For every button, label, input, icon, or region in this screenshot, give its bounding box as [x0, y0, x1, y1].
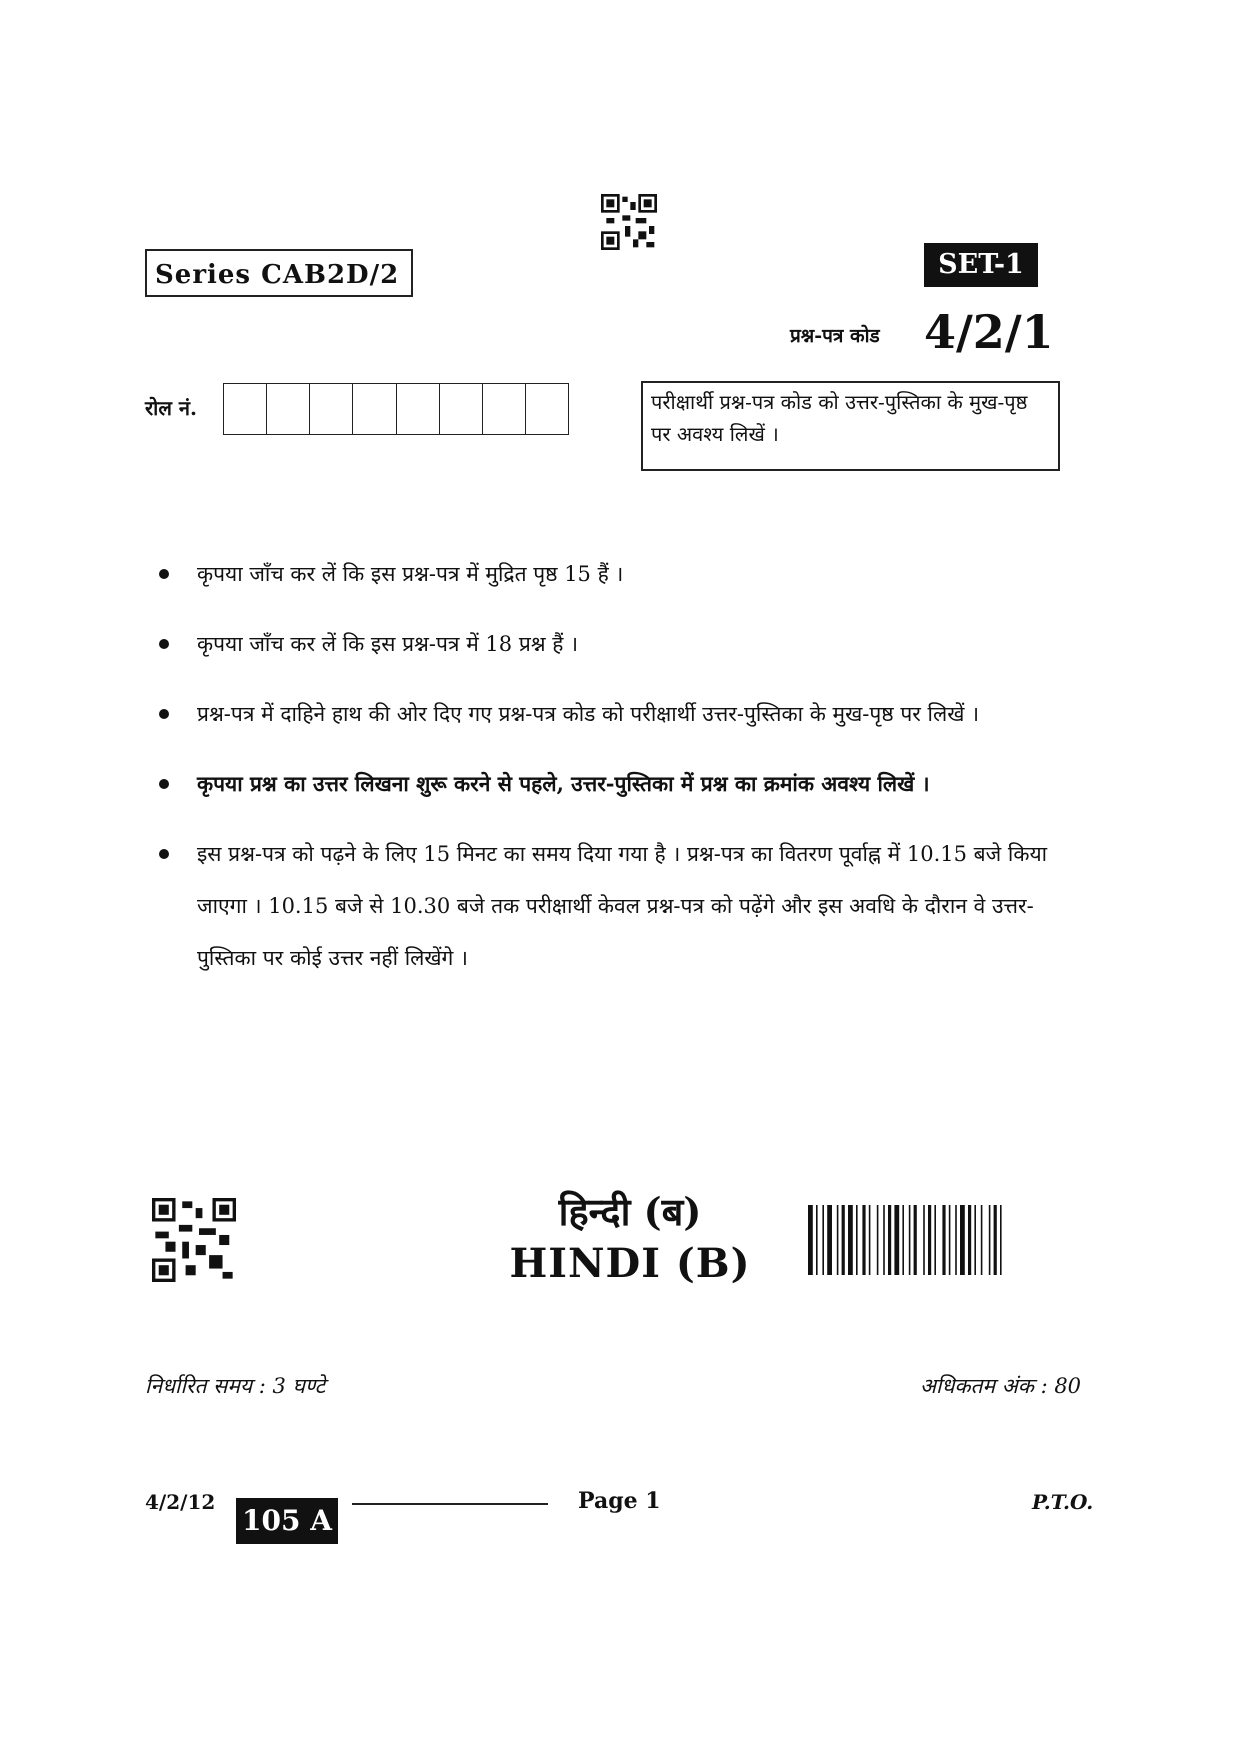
instruction-text: कृपया जाँच कर लें कि इस प्रश्न-पत्र में मुद्रित पृष्ठ 15 हैं । — [197, 562, 624, 586]
instruction-text: कृपया प्रश्न का उत्तर लिखना शुरू करने से पहले, उत्तर-पुस्तिका में प्रश्न का क्रमांक अवश्य लिखें । — [197, 771, 930, 796]
instruction-text: कृपया जाँच कर लें कि इस प्रश्न-पत्र में 18 प्रश्न हैं । — [197, 632, 579, 656]
instruction-item — [155, 548, 1065, 600]
time-allowed: निर्धारित समय : 3 घण्टे — [145, 1374, 326, 1398]
instruction-item — [155, 828, 1065, 984]
instruction-text: इस प्रश्न-पत्र को पढ़ने के लिए 15 मिनट का समय दिया गया है । प्रश्न-पत्र का वितरण पूर्वाह्न में 10.15 बजे किया जाएगा । 10.15 बजे से 10.30 बजे तक परीक्षार्थी केवल प्रश्न-पत्र को पढ़ेंगे और इस अवधि के दौरान वे उत्तर-पुस्तिका पर कोई उत्तर नहीं लिखेंगे । — [197, 842, 1048, 970]
series-label: Series CAB2D/2 — [145, 249, 413, 297]
footer-tag: 105 A — [236, 1498, 338, 1544]
roll-number-label: रोल नं. — [145, 396, 197, 420]
bullet-icon — [159, 709, 169, 719]
roll-number-cell[interactable] — [483, 384, 526, 434]
set-badge: SET-1 — [924, 243, 1038, 287]
roll-number-cell[interactable] — [224, 384, 267, 434]
instruction-item — [155, 688, 1065, 740]
bullet-icon — [159, 779, 169, 789]
roll-number-grid[interactable] — [223, 383, 569, 435]
paper-code-label: प्रश्न-पत्र कोड — [790, 325, 880, 347]
footer-divider — [352, 1503, 548, 1505]
roll-number-cell[interactable] — [353, 384, 396, 434]
qr-code-bottom — [152, 1198, 236, 1282]
please-turn-over: P.T.O. — [1032, 1490, 1094, 1514]
barcode — [808, 1205, 1104, 1275]
footer-paper-code: 4/2/12 — [145, 1490, 216, 1514]
roll-number-cell[interactable] — [310, 384, 353, 434]
page-number: Page 1 — [578, 1488, 661, 1514]
maximum-marks: अधिकतम अंक : 80 — [920, 1374, 1082, 1398]
roll-number-cell[interactable] — [397, 384, 440, 434]
bullet-icon — [159, 849, 169, 859]
bullet-icon — [159, 569, 169, 579]
subject-title-english: HINDI (B) — [509, 1240, 751, 1287]
roll-number-cell[interactable] — [267, 384, 310, 434]
instruction-item — [155, 758, 1065, 810]
code-instruction-note: परीक्षार्थी प्रश्न-पत्र कोड को उत्तर-पुस्तिका के मुख-पृष्ठ पर अवश्य लिखें । — [641, 381, 1060, 471]
roll-number-cell[interactable] — [440, 384, 483, 434]
instruction-text: प्रश्न-पत्र में दाहिने हाथ की ओर दिए गए प्रश्न-पत्र कोड को परीक्षार्थी उत्तर-पुस्तिका के मुख-पृष्ठ पर लिखें । — [197, 702, 980, 726]
qr-code-top — [601, 194, 657, 250]
instructions-list — [155, 548, 1065, 1002]
subject-title-hindi: हिन्दी (ब) — [558, 1189, 702, 1234]
paper-code-value: 4/2/1 — [924, 305, 1054, 359]
roll-number-cell[interactable] — [526, 384, 568, 434]
bullet-icon — [159, 639, 169, 649]
instruction-item — [155, 618, 1065, 670]
